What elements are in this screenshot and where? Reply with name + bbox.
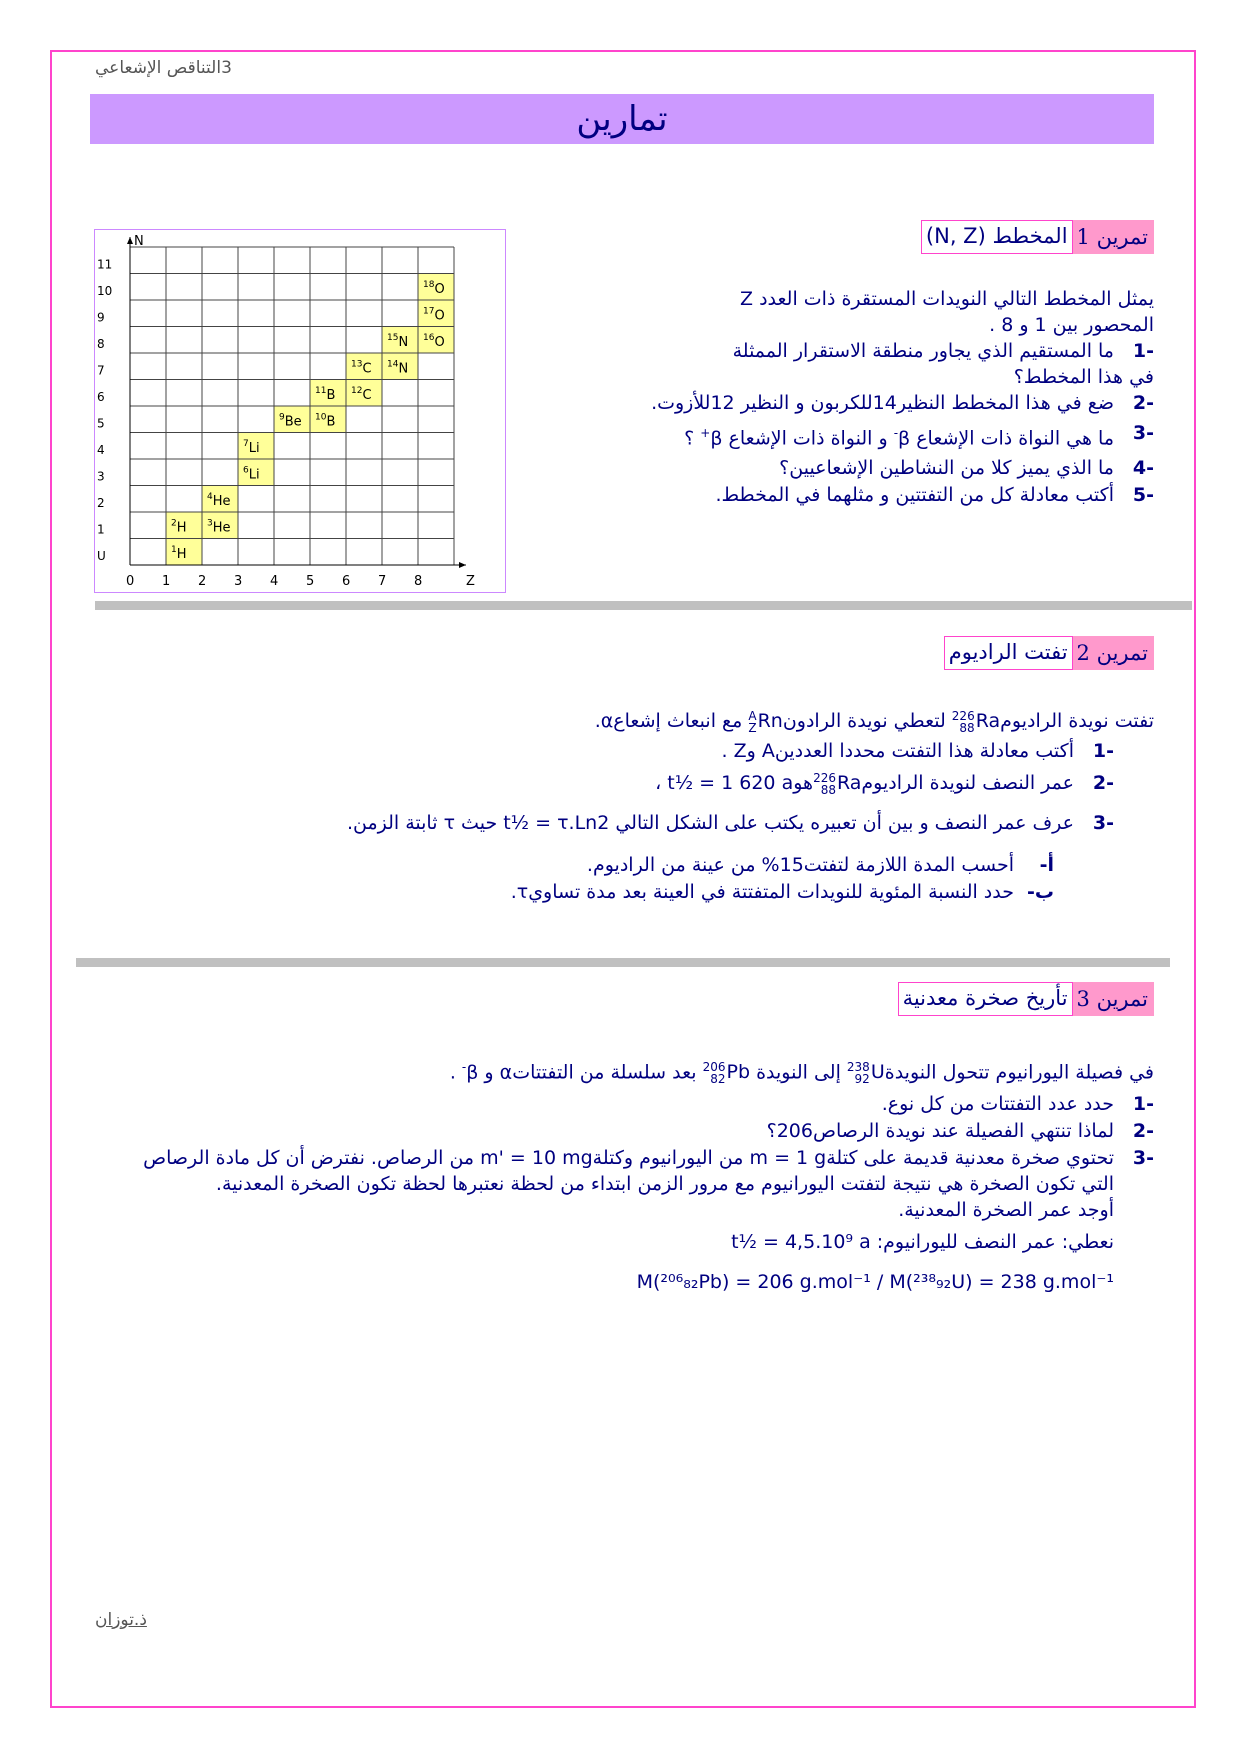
atomic-number: 88 — [820, 782, 836, 797]
ex3-q1-text: حدد عدد التفتتات من كل نوع. — [881, 1093, 1114, 1116]
y-tick-label: 9 — [97, 310, 105, 325]
nz-chart — [95, 230, 505, 592]
question-number: -5 — [1132, 484, 1154, 507]
ex3-intro-part4: . — [449, 1061, 462, 1084]
y-tick-label: 2 — [97, 496, 105, 510]
ex3-q3-task: أوجد عمر الصخرة المعدنية. — [898, 1199, 1114, 1222]
element-symbol: Rn — [757, 710, 783, 732]
page-title: تمارين — [576, 99, 668, 139]
mass-number: 226 — [951, 708, 975, 723]
question-letter: أ- — [1039, 854, 1054, 876]
chapter-header: 3التناقص الإشعاعي — [95, 58, 232, 78]
ex3-intro-part3: بعد سلسلة من التفتتاتα و β — [466, 1061, 703, 1084]
molar-masses: M(²⁰⁶₈₂Pb) = 206 g.mol⁻¹ / M(²³⁸₉₂U) = 238 g.mol⁻¹ — [636, 1271, 1114, 1294]
nuclide-label: $^{14}$N — [387, 359, 409, 377]
y-tick-label: U — [97, 549, 106, 563]
ex1-q2-text: ضع في هذا المخطط النظير14للكربون و النظير 12للأزوت. — [651, 392, 1114, 414]
title-banner — [90, 94, 1154, 144]
ex2-q1-text: أكتب معادلة هذا التفتت محددا العددينA وZ . — [721, 740, 1074, 762]
ex1-q3-part2: و النواة ذات الإشعاع β — [710, 427, 894, 450]
ex2-question-3 — [154, 810, 1154, 836]
n-axis-label: N — [134, 234, 144, 249]
ex3-question-3 — [114, 1145, 1154, 1223]
radium-nuclide — [813, 770, 861, 796]
mass-number: A — [748, 708, 757, 723]
x-tick-label: 7 — [378, 574, 387, 589]
ex2-q2-part2: هو — [793, 772, 814, 794]
half-life-formula: t½ = τ.Ln2 — [503, 812, 610, 834]
ex2-question-1 — [154, 738, 1154, 764]
ex1-question-3 — [554, 420, 1154, 451]
nuclide-label: $^{10}$B — [315, 412, 336, 430]
ex1-q3-part3: ؟ — [684, 427, 701, 450]
ex3-intro-part1: في فصيلة اليورانيوم تتحول النويدة — [884, 1061, 1154, 1084]
author-footer: ذ.توزان — [95, 1610, 147, 1630]
x-tick-label: 1 — [162, 574, 171, 589]
nz-chart-frame — [94, 229, 506, 593]
y-tick-label: 4 — [97, 443, 105, 457]
ex2-q3-part1: عرف عمر النصف و بين أن تعبيره يكتب على الشكل التالي — [609, 812, 1074, 834]
nuclide-label: $^2$H — [171, 518, 187, 536]
ex3-number: تمرين 3 — [1073, 982, 1154, 1016]
y-tick-label: 11 — [97, 257, 113, 272]
x-tick-label: 2 — [198, 574, 207, 589]
question-number: -2 — [1132, 1120, 1154, 1143]
x-tick-label: 3 — [234, 574, 243, 589]
atomic-number: 88 — [959, 720, 975, 735]
x-tick-label: 8 — [414, 574, 423, 589]
element-symbol: Ra — [975, 710, 1001, 732]
atomic-number: 92 — [854, 1071, 870, 1086]
y-tick-label: 1 — [97, 522, 105, 537]
question-letter: ب- — [1027, 881, 1054, 903]
atomic-number: Z — [748, 720, 757, 735]
ex3-question-2 — [114, 1118, 1154, 1144]
ex1-question-4 — [554, 455, 1154, 481]
ex3-q2-text: لماذا تنتهي الفصيلة عند نويدة الرصاص206؟ — [766, 1120, 1114, 1143]
mass-number: 238 — [846, 1059, 870, 1074]
atomic-number: 82 — [710, 1071, 726, 1086]
radium-nuclide — [952, 708, 1000, 734]
x-tick-label: 0 — [126, 574, 135, 589]
nuclide-label: $^4$He — [207, 492, 231, 509]
ex2-q3-part2: حيث τ ثابتة الزمن. — [346, 812, 504, 834]
question-number: -2 — [1092, 772, 1114, 794]
nuclide-label: $^9$Be — [279, 412, 302, 430]
y-tick-label: 5 — [97, 416, 105, 431]
ex3-given — [114, 1229, 1154, 1255]
ex3-intro — [114, 1054, 1154, 1085]
nuclide-label: $^{15}$N — [387, 333, 409, 350]
x-tick-label: 4 — [270, 574, 279, 589]
nuclide-label: $^3$He — [207, 518, 231, 536]
separator — [76, 958, 1170, 967]
ex3-masses — [114, 1269, 1154, 1295]
question-number: -4 — [1132, 457, 1154, 480]
lead-nuclide — [703, 1059, 750, 1085]
nuclide-label: $^{13}$C — [351, 359, 372, 377]
ex1-heading — [921, 220, 1154, 254]
uranium-nuclide — [847, 1059, 885, 1085]
ex3-question-1 — [114, 1091, 1154, 1117]
ex3-topic: تأريخ صخرة معدنية — [898, 982, 1073, 1016]
x-tick-label: 5 — [306, 574, 315, 589]
ex1-q3-part1: ما هي النواة ذات الإشعاع β — [898, 427, 1114, 450]
question-number: -1 — [1132, 1093, 1154, 1116]
question-number: -2 — [1132, 392, 1154, 414]
ex1-intro-line2: المحصور بين 1 و 8 . — [989, 314, 1154, 336]
ex3-intro-part2: إلى النويدة — [750, 1061, 847, 1084]
ex2-q2-part1: عمر النصف لنويدة الراديوم — [861, 772, 1074, 794]
ex1-number: تمرين 1 — [1073, 220, 1154, 254]
ex2-intro-part1: تفتت نويدة الراديوم — [1000, 710, 1154, 732]
ex3-given-label: نعطي: عمر النصف لليورانيوم: — [870, 1231, 1114, 1254]
beta-plus-sign: + — [700, 426, 711, 440]
uranium-half-life: t½ = 4,5.10⁹ a — [731, 1231, 871, 1254]
z-axis-arrow — [459, 562, 466, 568]
x-tick-label: 6 — [342, 574, 351, 589]
ex1-question-5 — [554, 482, 1154, 508]
nuclide-label: $^{17}$O — [423, 306, 445, 324]
ex1-body — [554, 286, 1154, 508]
nuclide-label: $^{18}$O — [423, 280, 445, 297]
ex3-q3-text: تحتوي صخرة معدنية قديمة على كتلةm = 1 g من اليورانيوم وكتلةm' = 10 mg من الرصاص. نفترض أن كل مادة الرصاص التي تكون الصخرة هي نتيجة لتفتت اليورانيوم مع مرور الزمن ابتداء من لحظة نعتبرها لحظة تكون الصخرة المعدنية. — [143, 1147, 1114, 1196]
ex2-qa-text: أحسب المدة اللازمة لتفتت15% من عينة من الراديوم. — [586, 854, 1014, 876]
ex2-topic: تفتت الراديوم — [944, 636, 1073, 670]
z-axis-label: Z — [466, 574, 475, 589]
ex2-question-b — [154, 879, 1154, 905]
question-number: -3 — [1132, 1147, 1154, 1170]
y-tick-label: 3 — [97, 469, 105, 484]
mass-number: 226 — [813, 770, 836, 785]
ex1-question-1 — [554, 338, 1154, 364]
ex1-topic: المخطط (N, Z) — [921, 220, 1073, 254]
question-number: -1 — [1092, 740, 1114, 762]
ex1-q1-line1: ما المستقيم الذي يجاور منطقة الاستقرار الممثلة — [732, 340, 1114, 362]
y-tick-label: 8 — [97, 337, 105, 351]
separator — [95, 601, 1192, 610]
ex2-intro-part3: مع انبعاث إشعاعα. — [594, 710, 749, 732]
ex1-q5-text: أكتب معادلة كل من التفتتين و مثلهما في المخطط. — [715, 484, 1114, 507]
ex2-question-2 — [154, 770, 1154, 796]
ex3-heading — [898, 982, 1154, 1016]
n-axis-arrow — [127, 237, 133, 244]
ex2-intro-part2: لتعطي نويدة الرادون — [782, 710, 952, 732]
nuclide-label: $^7$Li — [243, 439, 260, 456]
ex1-intro-line1: يمثل المخطط التالي النويدات المستقرة ذات العدد Z — [740, 288, 1154, 310]
ex2-qb-text: حدد النسبة المئوية للنويدات المتفتتة في العينة بعد مدة تساويτ. — [510, 881, 1014, 903]
ex1-question-2 — [554, 390, 1154, 416]
question-number: -3 — [1132, 422, 1154, 444]
beta-minus-sign: - — [893, 426, 899, 440]
ex2-body — [154, 708, 1154, 905]
ex2-number: تمرين 2 — [1073, 636, 1154, 670]
y-tick-label: 10 — [97, 284, 113, 298]
element-symbol: Ra — [836, 772, 862, 794]
nuclide-label: $^{12}$C — [351, 386, 372, 403]
ex2-question-a — [154, 852, 1154, 878]
ex1-q1-line2: في هذا المخطط؟ — [1013, 366, 1154, 388]
nuclide-label: $^6$Li — [243, 465, 260, 483]
ex2-intro — [154, 708, 1154, 734]
ex2-q2-part3: ، — [655, 772, 668, 794]
half-life-value: t½ = 1 620 a — [667, 772, 794, 794]
radon-nuclide — [748, 708, 782, 734]
ex3-body — [114, 1054, 1154, 1295]
beta-minus-sign: - — [461, 1060, 467, 1074]
element-symbol: U — [870, 1061, 885, 1084]
nuclide-label: $^{16}$O — [423, 333, 445, 350]
mass-number: 206 — [702, 1059, 726, 1074]
y-tick-label: 7 — [97, 363, 105, 378]
y-tick-label: 6 — [97, 390, 105, 404]
element-symbol: Pb — [726, 1061, 751, 1084]
question-number: -1 — [1132, 340, 1154, 362]
nuclide-label: $^{11}$B — [315, 386, 336, 403]
nuclide-label: $^1$H — [171, 545, 187, 562]
ex1-q4-text: ما الذي يميز كلا من النشاطين الإشعاعيين؟ — [779, 457, 1114, 480]
question-number: -3 — [1092, 812, 1114, 834]
ex2-heading — [944, 636, 1154, 670]
